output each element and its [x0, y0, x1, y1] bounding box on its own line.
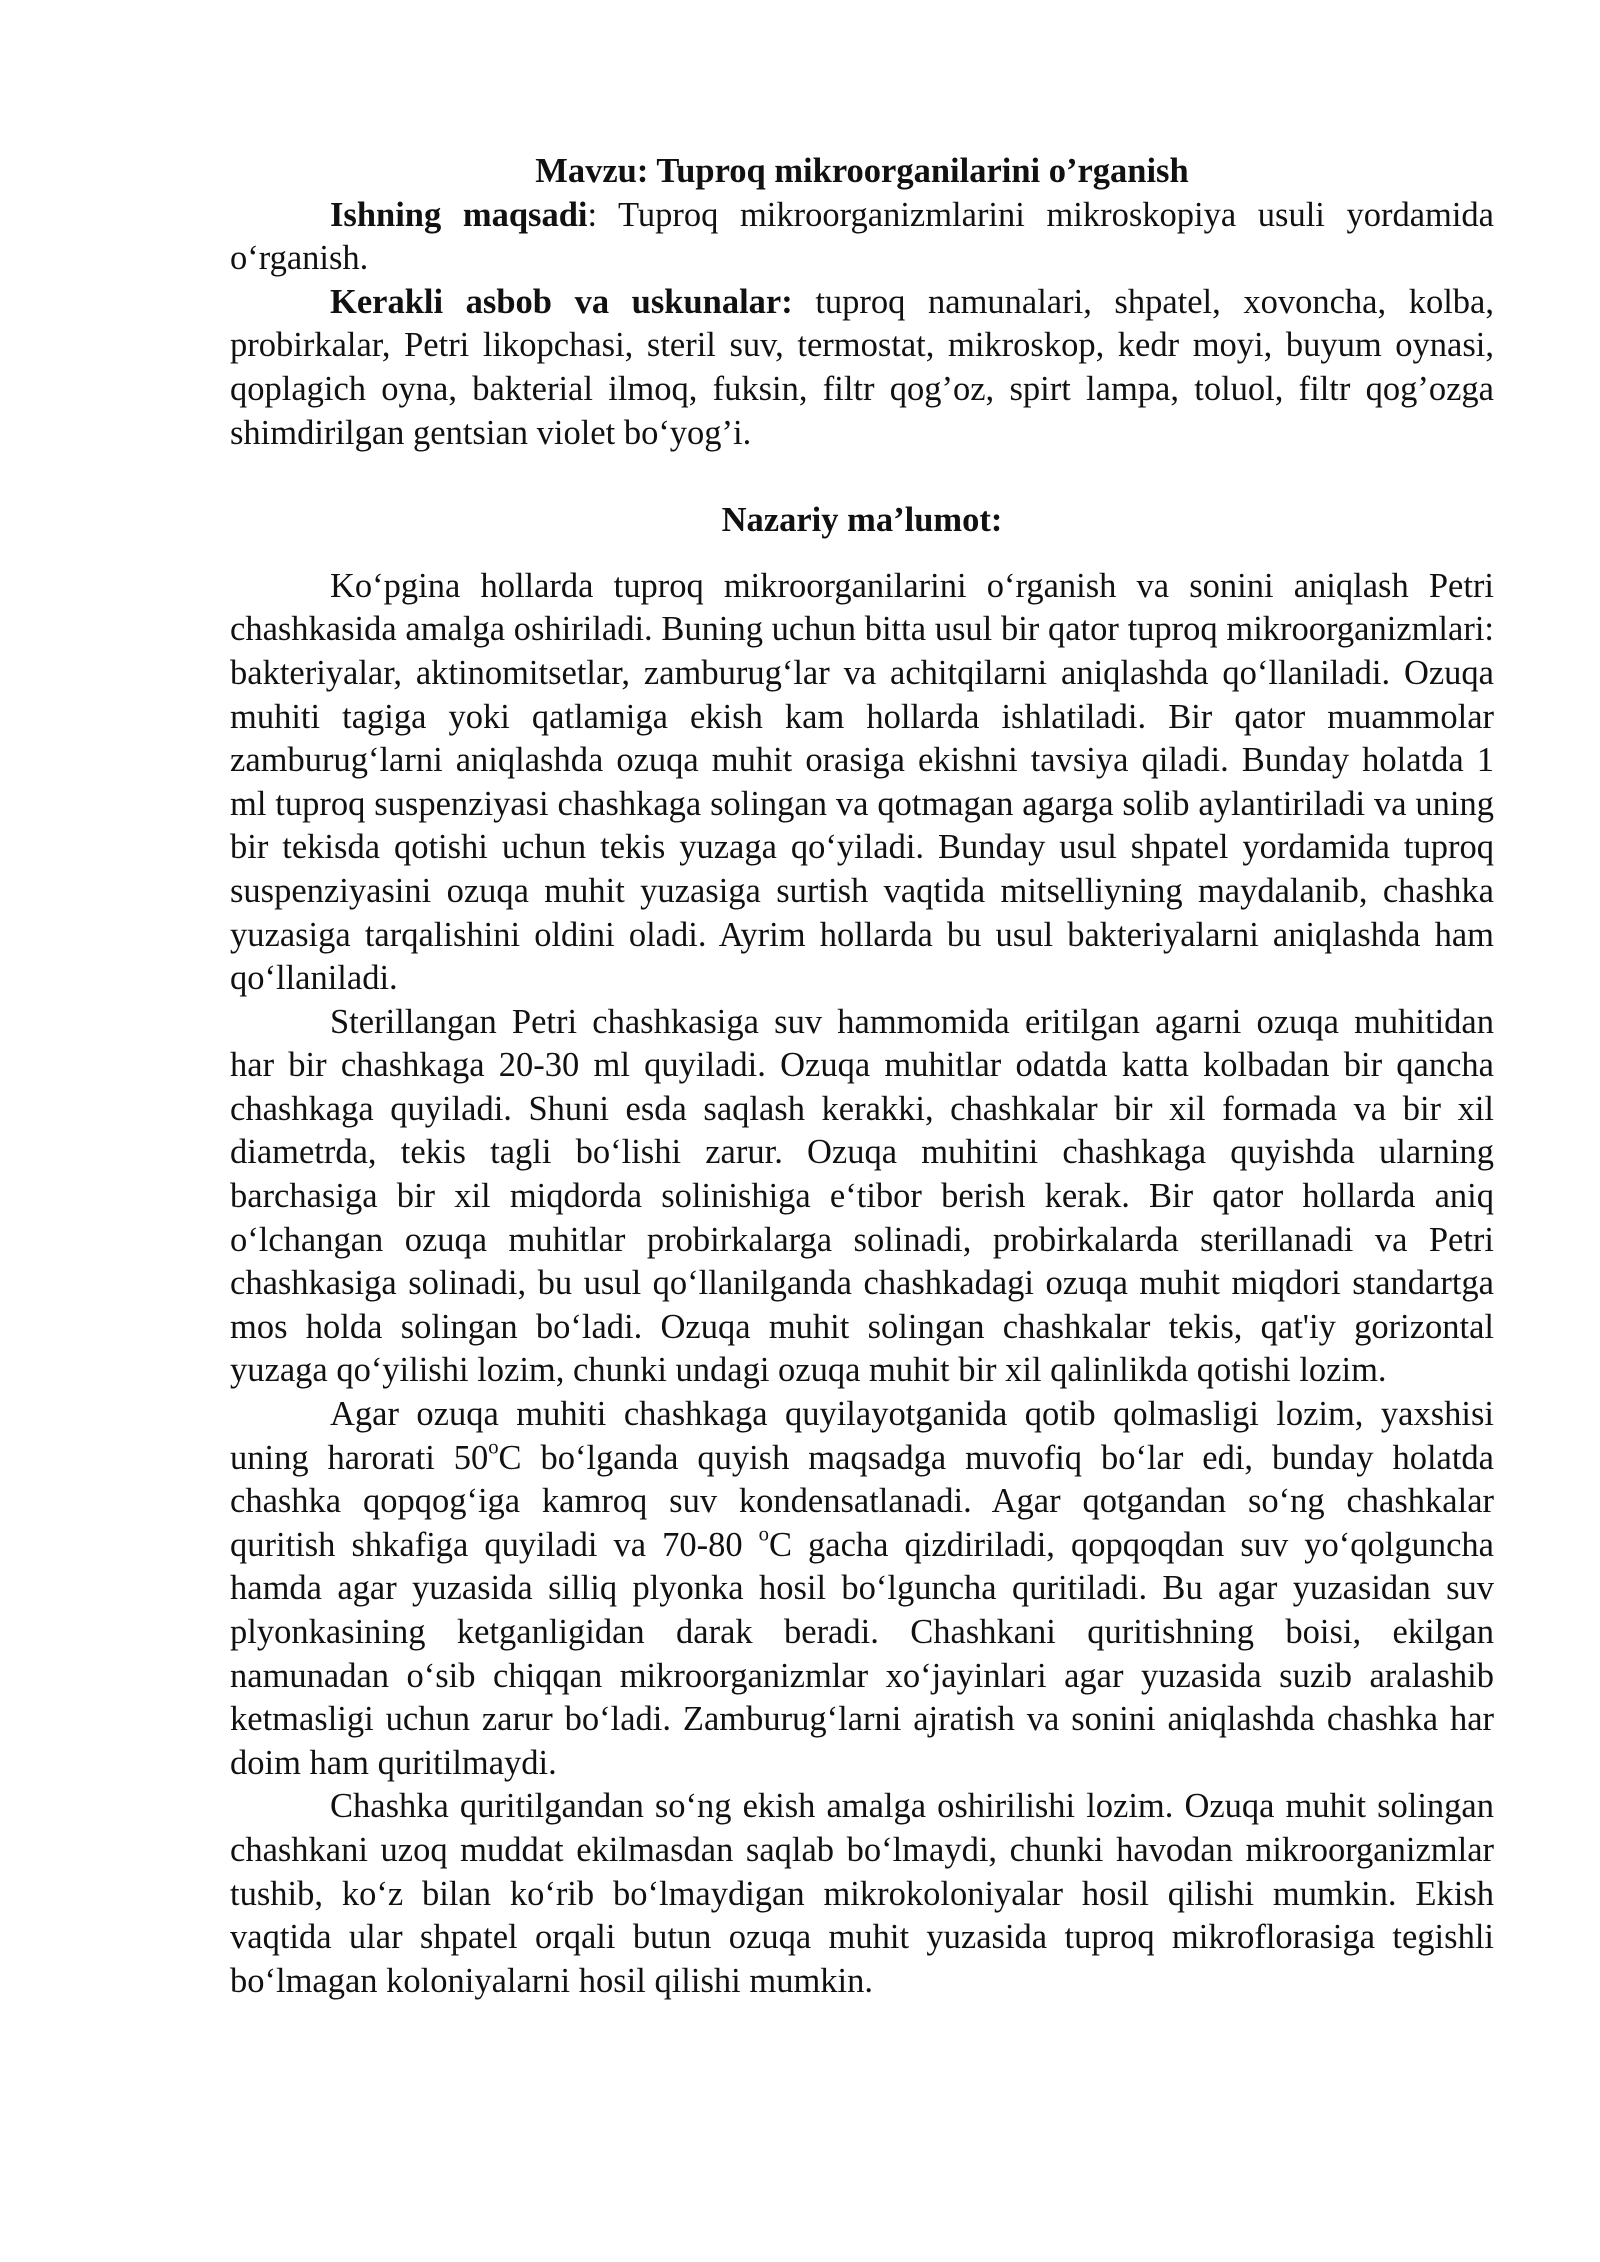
goal-text: Tuproq mikroorganizmlarini mikroskopiya usuli yordamida o‘rganish.: [230, 195, 1494, 278]
paragraph-3-part-c: C gacha qizdiriladi, qopqoqdan suv yo‘qolguncha hamda agar yuzasida silliq plyonka hosil bo‘lguncha quritiladi. Bu agar yuzasidan suv plyonkasining ketganligidan darak beradi. Chashkani quritishning boisi, ekilgan namunadan o‘sib chiqqan mikroorganizmlar xo‘jayinlari agar yuzasida suzib aralashib ketmasligi uchun zarur bo‘ladi. Zamburug‘larni ajratish va sonini aniqlashda chashka har doim ham quritilmaydi.: [230, 1525, 1494, 1782]
theory-paragraph-3: [230, 1393, 1494, 1785]
equipment-text: tuproq namunalari, shpatel, xovoncha, kolba, probirkalar, Petri likopchasi, steril suv, termostat, mikroskop, kedr moyi, buyum oynasi, qoplagich oyna, bakterial ilmoq, fuksin, filtr qog’oz, spirt lampa, toluol, filtr qog’ozga shimdirilgan gentsian violet bo‘yog’i.: [230, 282, 1494, 452]
goal-paragraph: [230, 194, 1494, 281]
equipment-label: Kerakli asbob va uskunalar:: [330, 282, 793, 321]
theory-paragraph-4: Chashka quritilgandan so‘ng ekish amalga oshirilishi lozim. Ozuqa muhit solingan chashkani uzoq muddat ekilmasdan saqlab bo‘lmaydi, chunki havodan mikroorganizmlar tushib, ko‘z bilan ko‘rib bo‘lmaydigan mikrokoloniyalar hosil qilishi mumkin. Ekish vaqtida ular shpatel orqali butun ozuqa muhit yuzasida tuproq mikroflorasiga tegishli bo‘lmagan koloniyalarni hosil qilishi mumkin.: [230, 1787, 1494, 2000]
theory-paragraph-2: Sterillangan Petri chashkasiga suv hammomida eritilgan agarni ozuqa muhitidan har bir chashkaga 20-30 ml quyiladi. Ozuqa muhitlar odatda katta kolbadan bir qancha chashkaga quyiladi. Shuni esda saqlash kerakki, chashkalar bir xil formada va bir xil diametrda, tekis tagli bo‘lishi zarur. Ozuqa muhitini chashkaga quyishda ularning barchasiga bir xil miqdorda solinishiga e‘tibor berish kerak. Bir qator hollarda aniq o‘lchangan ozuqa muhitlar probirkalarga solinadi, probirkalarda sterillanadi va Petri chashkasiga solinadi, bu usul qo‘llanilganda chashkadagi ozuqa muhit miqdori standartga mos holda solingan bo‘ladi. Ozuqa muhit solingan chashkalar tekis, qat'iy gorizontal yuzaga qo‘yilishi lozim, chunki undagi ozuqa muhit bir xil qalinlikda qotishi lozim.: [230, 1002, 1494, 1390]
equipment-paragraph: [230, 281, 1494, 455]
paragraph-3-part-a: Agar ozuqa muhiti chashkaga quyilayotganida qotib qolmasligi lozim, yaxshisi uning harorati 50: [230, 1395, 1494, 1477]
page-title: Mavzu: Tuproq mikroorganilarini o’rganish: [535, 152, 1189, 190]
goal-separator: :: [587, 195, 598, 234]
theory-paragraph-1: Ko‘pgina hollarda tuproq mikroorganilarini o‘rganish va sonini aniqlash Petri chashkasida amalga oshiriladi. Buning uchun bitta usul bir qator tuproq mikroorganizmlari: bakteriyalar, aktinomitsetlar, zamburug‘lar va achitqilarni aniqlashda qo‘llaniladi. Ozuqa muhiti tagiga yoki qatlamiga ekish kam hollarda ishlatiladi. Bir qator muammolar zamburug‘larni aniqlashda ozuqa muhit orasiga ekishni tavsiya qiladi. Bunday holatda 1 ml tuproq suspenziyasi chashkaga solingan va qotmagan agarga solib aylantiriladi va uning bir tekisda qotishi uchun tekis yuzaga qo‘yiladi. Bunday usul shpatel yordamida tuproq suspenziyasini ozuqa muhit yuzasiga surtish vaqtida mitselliyning maydalanib, chashka yuzasiga tarqalishini oldini oladi. Ayrim hollarda bu usul bakteriyalarni aniqlashda ham qo‘llaniladi.: [230, 566, 1494, 998]
degree-mark-1: o: [488, 1436, 499, 1459]
degree-mark-2: o: [758, 1523, 769, 1546]
paragraph-3-part-b: C bo‘lganda quyish maqsadga muvofiq bo‘lar edi, bunday holatda chashka qopqog‘iga kamroq suv kondensatlanadi. Agar qotgandan so‘ng chashkalar quritish shkafiga quyiladi va 70-80: [230, 1438, 1494, 1564]
theory-heading: Nazariy ma’lumot:: [721, 501, 1003, 540]
goal-label: Ishning maqsadi: [330, 195, 588, 234]
document-page: [230, 150, 1494, 2003]
